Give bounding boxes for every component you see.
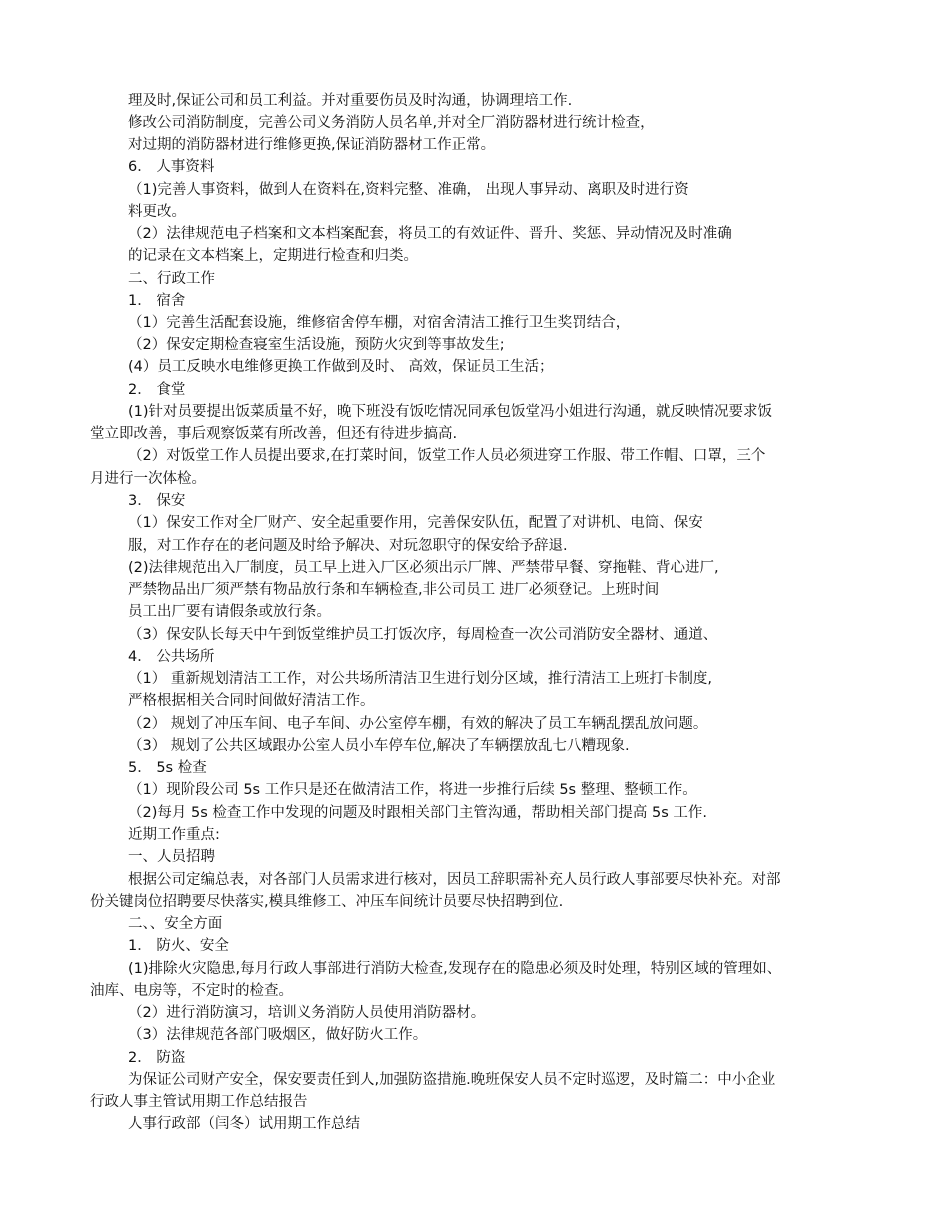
text-line: (4）员工反映水电维修更换工作做到及时、 高效，保证员工生活；: [128, 359, 554, 375]
text-line: 服，对工作存在的老问题及时给予解决、对玩忽职守的保安给予辞退.: [128, 538, 568, 554]
text-line: 根据公司定编总表，对各部门人员需求进行核对，因员工辞职需补充人员行政人事部要尽快补充。对部: [128, 872, 781, 888]
text-line: 行政人事主管试用期工作总结报告: [90, 1094, 308, 1110]
text-line: 为保证公司财产安全，保安要责任到人,加强防盗措施.晚班保安人员不定时巡逻，及时篇二：中小企业: [128, 1072, 776, 1088]
section-heading: 二、、安全方面: [128, 916, 223, 932]
text-line: 严禁物品出厂须严禁有物品放行条和车辆检查,非公司员工 进厂必须登记。上班时间: [128, 582, 660, 598]
text-line: (1)排除火灾隐患,每月行政人事部进行消防大检查,发现存在的隐患必须及时处理，特别区域的管理如、: [128, 961, 782, 977]
section-heading: 5． 5s 检查: [128, 760, 207, 776]
section-heading: 近期工作重点:: [128, 827, 220, 843]
text-line: 对过期的消防器材进行维修更换,保证消防器材工作正常。: [128, 137, 496, 153]
section-heading: 3． 保安: [128, 493, 186, 509]
text-line: 堂立即改善，事后观察饭菜有所改善，但还有待进步搞高.: [90, 426, 458, 442]
text-line: （3） 规划了公共区域跟办公室人员小车停车位,解决了车辆摆放乱七八糟现象.: [128, 738, 630, 754]
text-line: （2）进行消防演习，培训义务消防人员使用消防器材。: [128, 1005, 486, 1021]
text-line: （1） 重新规划清洁工工作，对公共场所清洁卫生进行划分区域，推行清洁工上班打卡制度,: [128, 671, 712, 687]
text-line: （1）保安工作对全厂财产、安全起重要作用，完善保安队伍，配置了对讲机、电筒、保安: [128, 515, 703, 531]
section-heading: 2． 防盗: [128, 1050, 186, 1066]
text-line: 料更改。: [128, 204, 186, 220]
text-line: 油库、电房等，不定时的检查。: [90, 983, 293, 999]
section-heading: 1． 防火、安全: [128, 938, 229, 954]
text-line: 严格根据相关合同时间做好清洁工作。: [128, 693, 375, 709]
text-line: 月进行一次体检。: [90, 471, 206, 487]
section-heading: 二、行政工作: [128, 271, 215, 287]
text-line: 修改公司消防制度，完善公司义务消防人员名单,并对全厂消防器材进行统计检查，: [128, 115, 655, 131]
text-line: （1)完善人事资料，做到人在资料在,资料完整、准确， 出现人事异动、离职及时进行资: [128, 182, 689, 198]
text-line: （3）法律规范各部门吸烟区，做好防火工作。: [128, 1027, 428, 1043]
text-line: （2）保安定期检查寝室生活设施，预防火灾到等事故发生;: [128, 337, 505, 353]
text-line: （2） 规划了冲压车间、电子车间、办公室停车棚，有效的解决了员工车辆乱摆乱放问题。: [128, 716, 708, 732]
text-line: （2）对饭堂工作人员提出要求,在打菜时间，饭堂工作人员必须进穿工作服、带工作帽、口罩，三个: [128, 448, 766, 464]
text-line: (2)法律规范出入厂制度，员工早上进入厂区必须出示厂牌、严禁带早餐、穿拖鞋、背心进厂,: [128, 560, 719, 576]
section-heading: 2． 食堂: [128, 382, 186, 398]
section-heading: 一、人员招聘: [128, 849, 215, 865]
section-heading: 6． 人事资料: [128, 159, 215, 175]
text-line: 员工出厂要有请假条或放行条。: [128, 604, 331, 620]
text-line: （2)每月 5s 检查工作中发现的问题及时跟相关部门主管沟通，帮助相关部门提高 5s 工作.: [128, 805, 707, 821]
text-line: （1）现阶段公司 5s 工作只是还在做清洁工作，将进一步推行后续 5s 整理、整顿工作。: [128, 782, 697, 798]
text-line: 份关键岗位招聘要尽快落实,模具维修工、冲压车间统计员要尽快招聘到位.: [90, 894, 564, 910]
text-line: （3）保安队长每天中午到饭堂维护员工打饭次序，每周检查一次公司消防安全器材、通道、: [128, 627, 718, 643]
section-heading: 4． 公共场所: [128, 649, 215, 665]
text-line: 人事行政部（闫冬）试用期工作总结: [128, 1116, 360, 1132]
text-line: (1)针对员要提出饭菜质量不好，晚下班没有饭吃情况同承包饭堂冯小姐进行沟通，就反映情况要求饭: [128, 404, 773, 420]
text-line: （1）完善生活配套设施，维修宿舍停车棚，对宿舍清洁工推行卫生奖罚结合，: [128, 315, 631, 331]
text-line: 的记录在文本档案上，定期进行检查和归类。: [128, 248, 418, 264]
section-heading: 1． 宿舍: [128, 293, 186, 309]
text-line: 理及时,保证公司和员工利益。并对重要伤员及时沟通，协调理培工作.: [128, 93, 573, 109]
text-line: （2）法律规范电子档案和文本档案配套，将员工的有效证件、晋升、奖惩、异动情况及时准确: [128, 226, 732, 242]
